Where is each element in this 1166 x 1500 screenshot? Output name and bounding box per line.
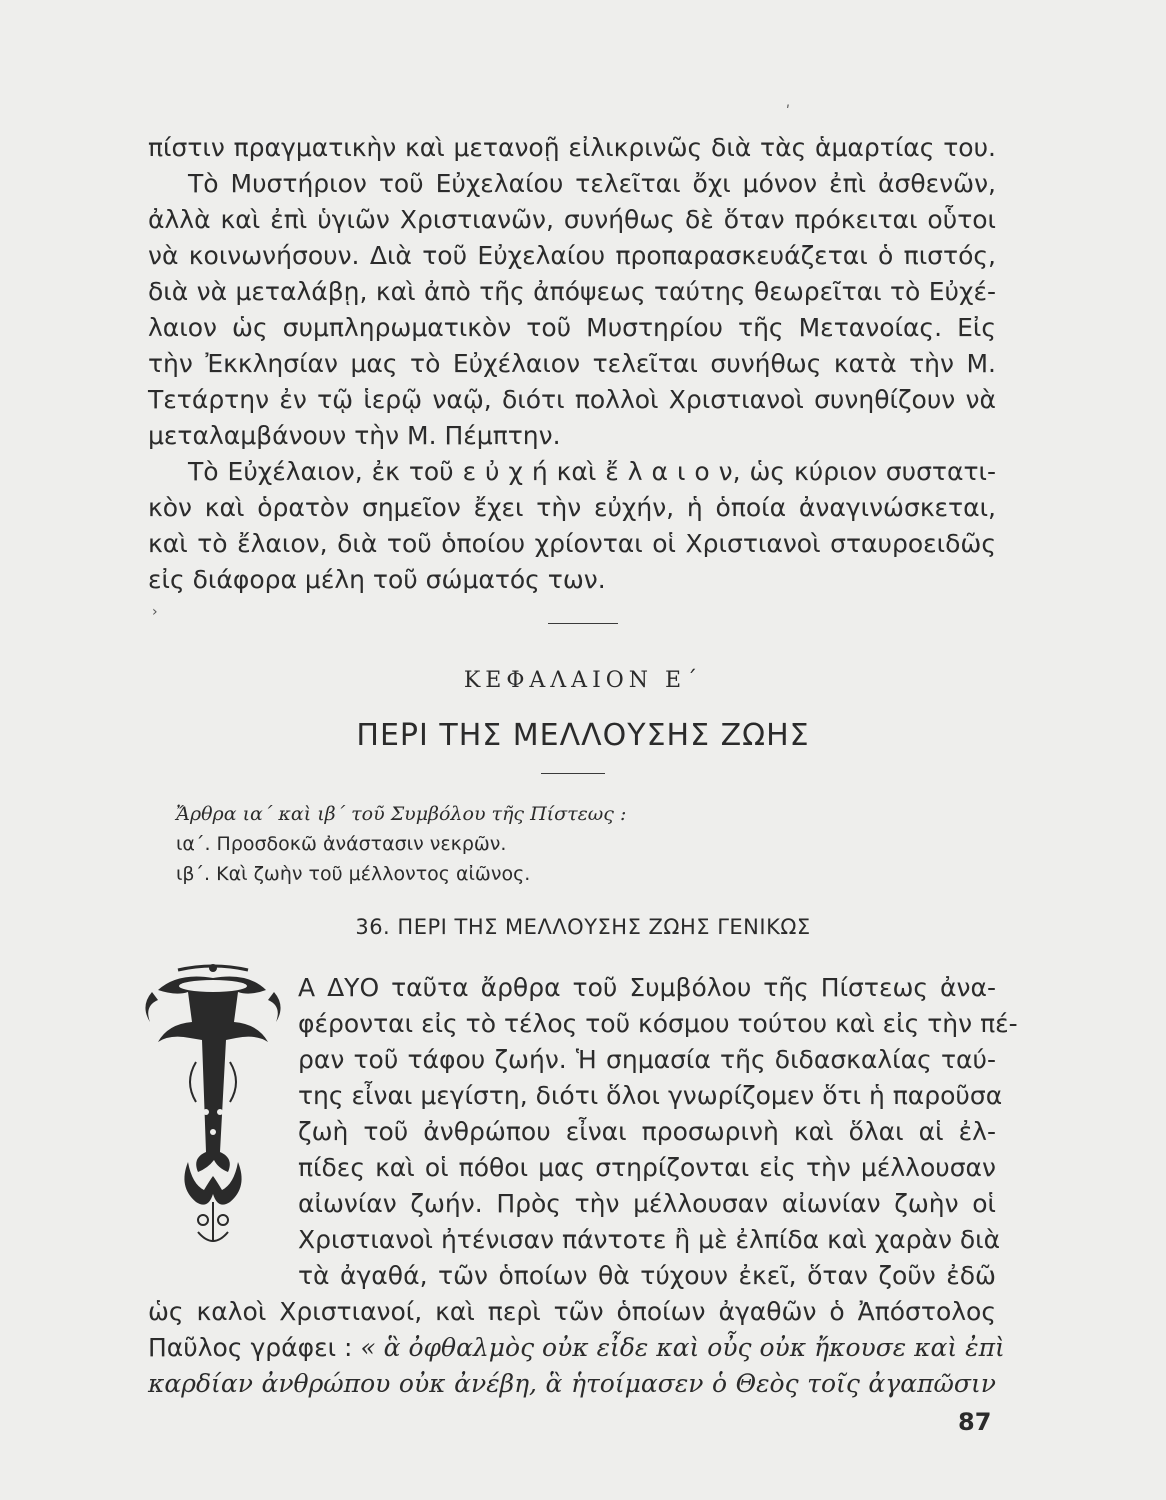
separator-rule bbox=[541, 773, 605, 774]
body-line: κὸν καὶ ὁρατὸν σημεῖον ἔχει τὴν εὐχήν, ἡ ὁποία ἀναγινώσκεται, bbox=[148, 493, 996, 522]
body-line: διὰ νὰ μεταλάβῃ, καὶ ἀπὸ τῆς ἀπόψεως ταύτης θεωρεῖται τὸ Εὐχέ- bbox=[148, 277, 996, 306]
body-line: καὶ τὸ ἔλαιον, διὰ τοῦ ὁποίου χρίονται οἱ Χριστιανοὶ σταυροειδῶς bbox=[148, 529, 996, 558]
print-speck: › bbox=[152, 604, 158, 620]
body-line bbox=[148, 1330, 1005, 1366]
section-line: Α ΔΥΟ ταῦτα ἄρθρα τοῦ Συμβόλου τῆς Πίστεως ἀνα- bbox=[298, 973, 996, 1002]
body-line: πίστιν πραγματικὴν καὶ μετανοῇ εἰλικρινῶς διὰ τὰς ἁμαρτίας του. bbox=[148, 133, 996, 162]
chapter-label: ΚΕΦΑΛΑΙΟΝ Ε΄ bbox=[463, 668, 703, 693]
section-line: ζωὴ τοῦ ἀνθρώπου εἶναι προσωρινὴ καὶ ὅλαι αἱ ἐλ- bbox=[298, 1117, 996, 1146]
body-line: Τὸ Μυστήριον τοῦ Εὐχελαίου τελεῖται ὄχι μόνον ἐπὶ ἀσθενῶν, bbox=[188, 169, 996, 198]
separator-rule bbox=[548, 623, 618, 624]
body-line: ἀλλὰ καὶ ἐπὶ ὑγιῶν Χριστιανῶν, συνήθως δὲ ὅταν πρόκειται οὗτοι bbox=[148, 205, 996, 234]
body-line: Τὸ Εὐχέλαιον, ἐκ τοῦ ε ὐ χ ή καὶ ἔ λ α ι ο ν, ὡς κύριον συστατι- bbox=[188, 457, 996, 486]
print-speck: ʹ bbox=[786, 104, 790, 120]
section-line: φέρονται εἰς τὸ τέλος τοῦ κόσμου τούτου καὶ εἰς τὴν πέ- bbox=[298, 1009, 1018, 1038]
ornamental-dropcap-t-icon bbox=[138, 962, 288, 1252]
article-12: ιβ΄. Καὶ ζωὴν τοῦ μέλλοντος αἰῶνος. bbox=[176, 863, 531, 885]
section-line: ραν τοῦ τάφου ζωήν. Ἡ σημασία τῆς διδασκαλίας ταύ- bbox=[298, 1045, 996, 1074]
body-line: τὴν Ἐκκλησίαν μας τὸ Εὐχέλαιον τελεῖται συνήθως κατὰ τὴν Μ. bbox=[148, 349, 996, 378]
articles-intro bbox=[176, 800, 626, 828]
body-line: νὰ κοινωνήσουν. Διὰ τοῦ Εὐχελαίου προπαρασκευάζεται ὁ πιστός, bbox=[148, 241, 996, 270]
section-line: Χριστιανοὶ ἠτένισαν πάντοτε ἢ μὲ ἐλπίδα καὶ χαρὰν διὰ bbox=[298, 1225, 1001, 1254]
section-line: τὰ ἀγαθά, τῶν ὁποίων θὰ τύχουν ἐκεῖ, ὅταν ζοῦν ἐδῶ bbox=[298, 1261, 996, 1290]
section-line: της εἶναι μεγίστη, διότι ὅλοι γνωρίζομεν ὅτι ἡ παροῦσα bbox=[298, 1081, 1003, 1110]
page-number: 87 bbox=[958, 1408, 992, 1436]
quote-text: « ἃ ὀφθαλμὸς οὐκ εἶδε καὶ οὖς οὐκ ἤκουσε καὶ ἐπὶ bbox=[360, 1333, 1005, 1362]
body-line: εἰς διάφορα μέλη τοῦ σώματός των. bbox=[148, 565, 606, 594]
body-line: λαιον ὡς συμπληρωματικὸν τοῦ Μυστηρίου τῆς Μετανοίας. Εἰς bbox=[148, 313, 996, 342]
chapter-title: ΠΕΡΙ ΤΗΣ ΜΕΛΛΟΥΣΗΣ ΖΩΗΣ bbox=[356, 718, 810, 753]
article-11: ια΄. Προσδοκῶ ἀνάστασιν νεκρῶν. bbox=[176, 833, 507, 855]
articles-intro-text: Ἄρθρα ια΄ καὶ ιβ΄ τοῦ Συμβόλου τῆς Πίστεως : bbox=[176, 803, 627, 825]
section-line: πίδες καὶ οἱ πόθοι μας στηρίζονται εἰς τὴν μέλλουσαν bbox=[298, 1153, 996, 1182]
quote-line: καρδίαν ἀνθρώπου οὐκ ἀνέβη, ἃ ἡτοίμασεν ὁ Θεὸς τοῖς ἀγαπῶσιν bbox=[148, 1369, 996, 1398]
body-line: ὡς καλοὶ Χριστιανοί, καὶ περὶ τῶν ὁποίων ἀγαθῶν ὁ Ἀπόστολος bbox=[148, 1297, 996, 1326]
section-title: 36. ΠΕΡΙ ΤΗΣ ΜΕΛΛΟΥΣΗΣ ΖΩΗΣ ΓΕΝΙΚΩΣ bbox=[355, 915, 811, 939]
section-line: αἰωνίαν ζωήν. Πρὸς τὴν μέλλουσαν αἰωνίαν ζωὴν οἱ bbox=[298, 1189, 996, 1218]
body-line: Τετάρτην ἐν τῷ ἱερῷ ναῷ, διότι πολλοὶ Χριστιανοὶ συνηθίζουν νὰ bbox=[148, 385, 996, 414]
body-line: μεταλαμβάνουν τὴν Μ. Πέμπτην. bbox=[148, 421, 561, 450]
quote-prefix: Παῦλος γράφει : bbox=[148, 1333, 353, 1362]
